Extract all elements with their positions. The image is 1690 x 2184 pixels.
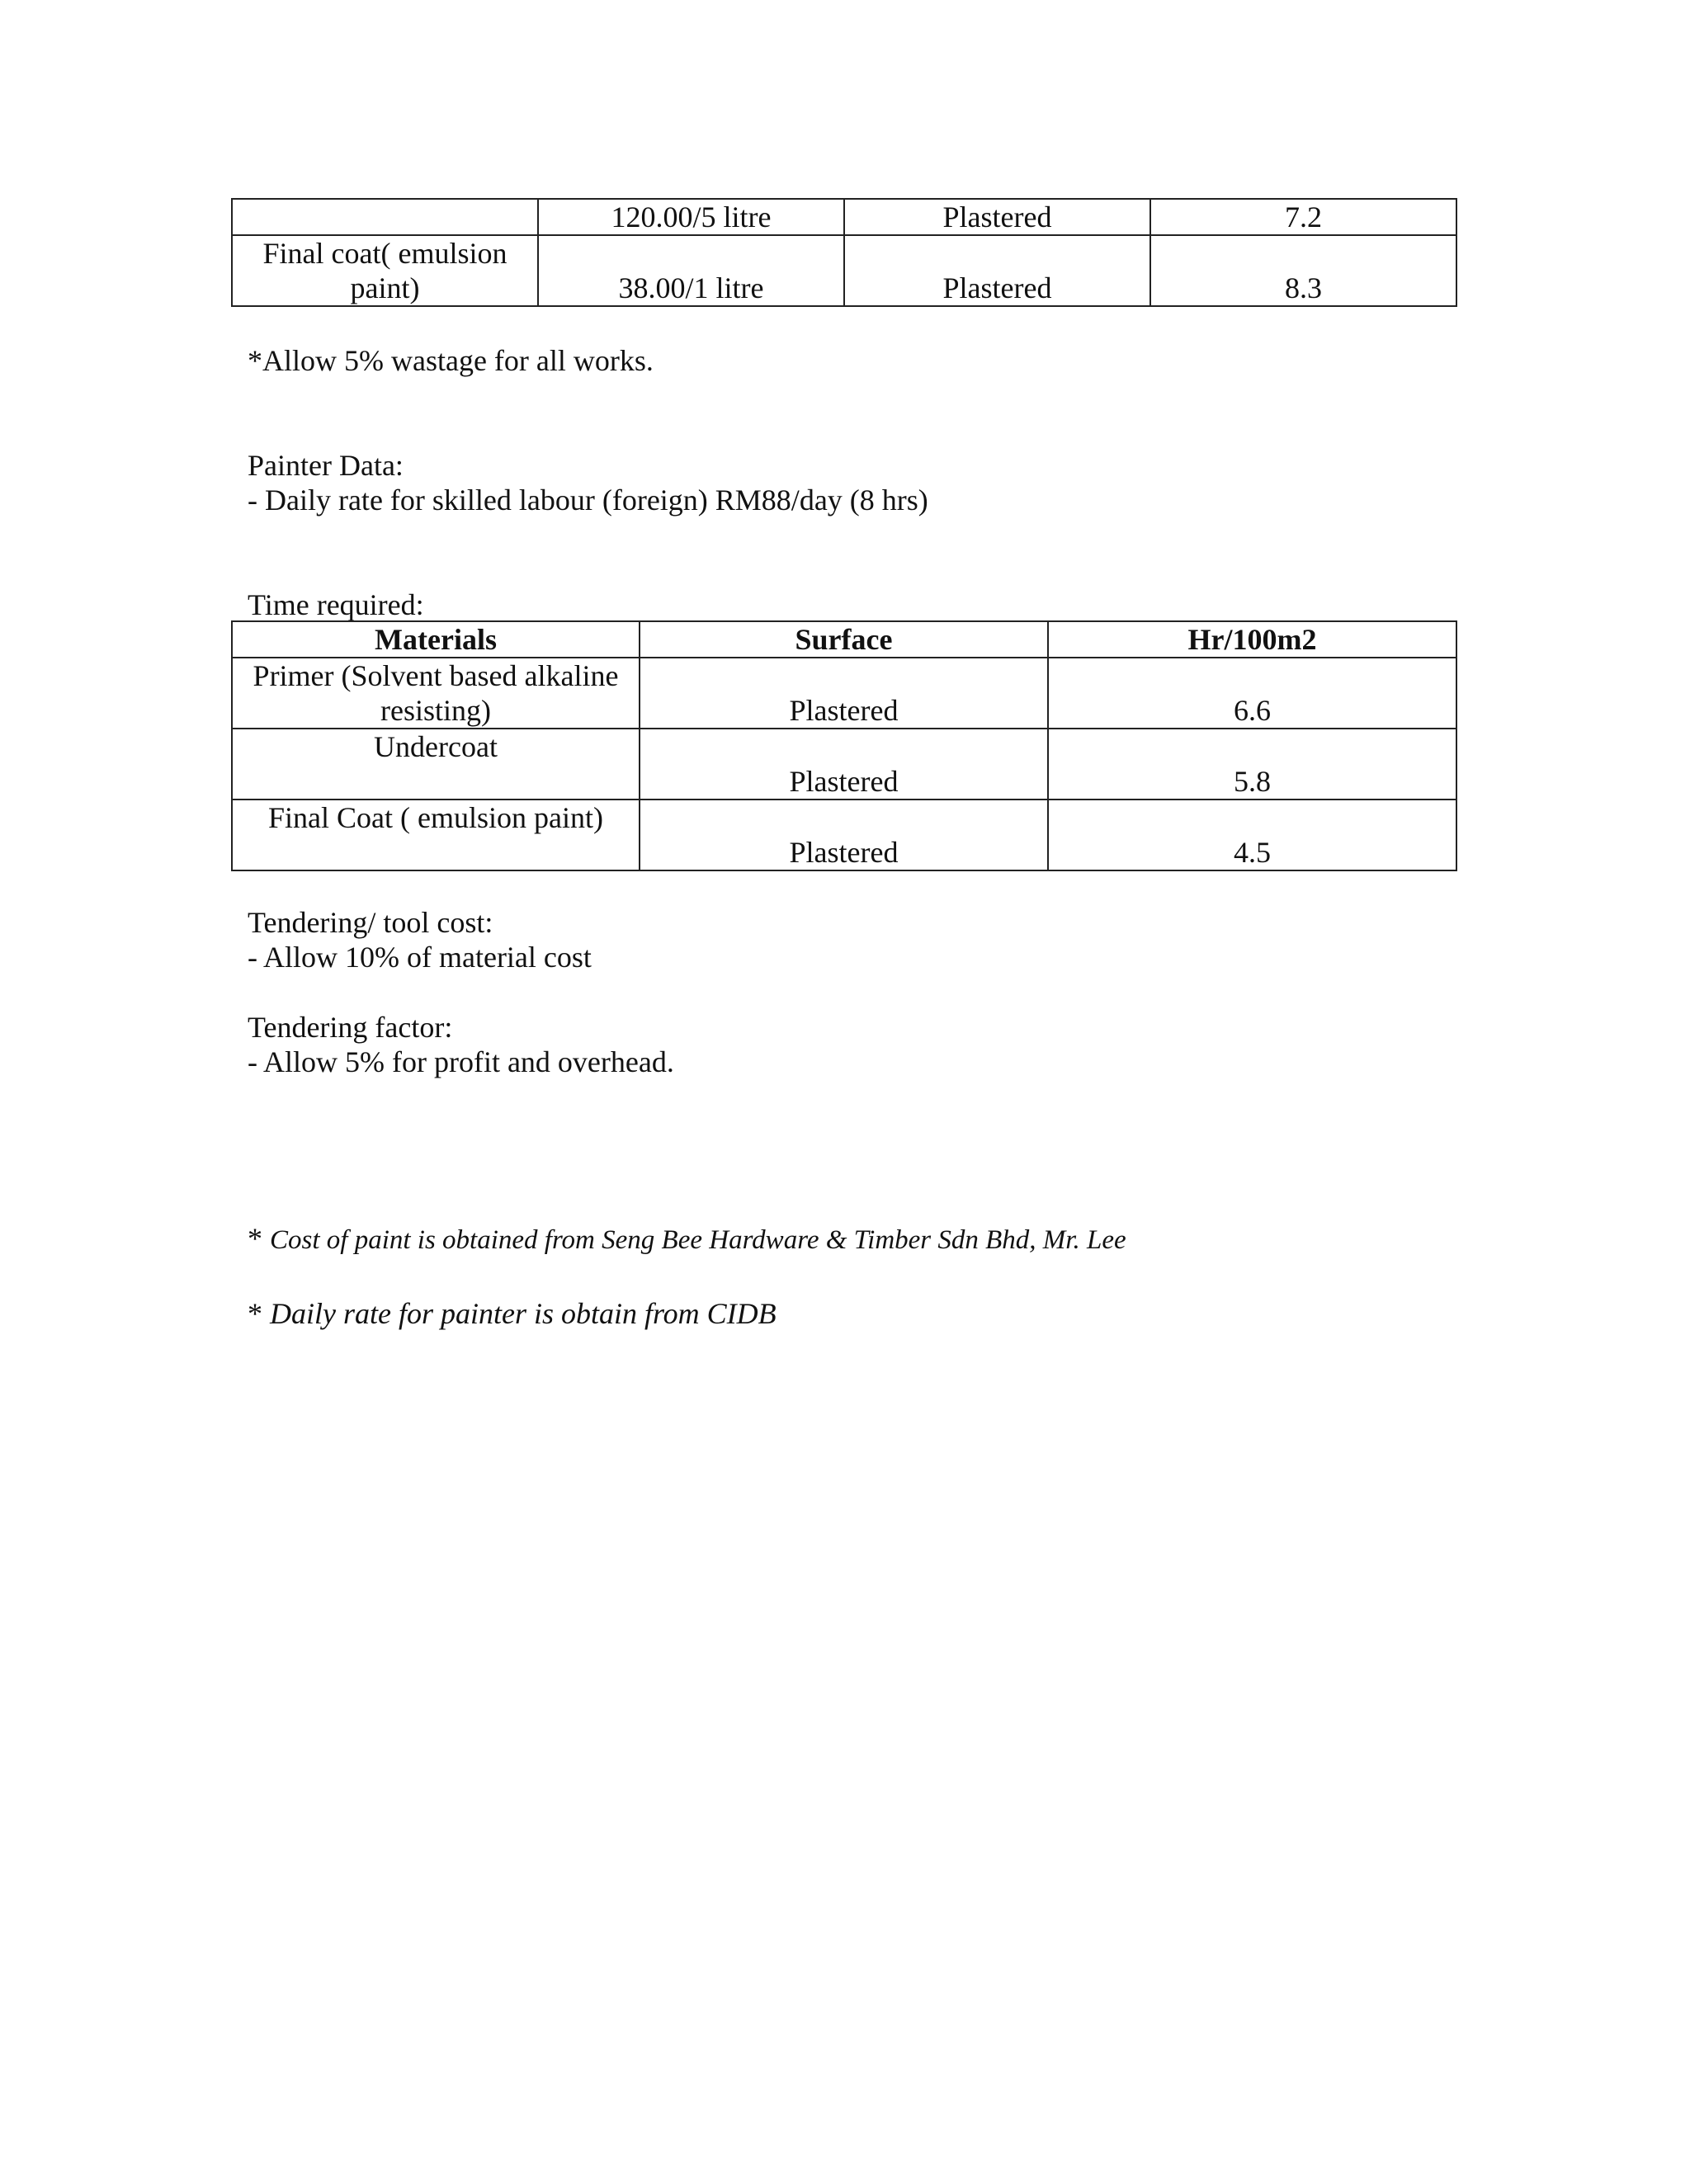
material-cell <box>232 199 538 235</box>
hours-cell: 6.6 <box>1048 658 1456 729</box>
paint-source-text: Cost of paint is obtained from Seng Bee Hardware & Timber Sdn Bhd, Mr. Lee <box>270 1225 1126 1255</box>
hours-cell: 5.8 <box>1048 729 1456 800</box>
material-cell: Final Coat ( emulsion paint) <box>232 800 640 870</box>
tool-cost-line: - Allow 10% of material cost <box>248 941 592 974</box>
wastage-note: *Allow 5% wastage for all works. <box>248 344 654 377</box>
hours-cell: 4.5 <box>1048 800 1456 870</box>
cost-cell: 38.00/1 litre <box>538 235 844 306</box>
material-cell: Primer (Solvent based alkaline resisting) <box>232 658 640 729</box>
surface-cell: Plastered <box>640 800 1048 870</box>
time-required-heading: Time required: <box>248 588 424 621</box>
time-required-table <box>231 620 1457 871</box>
surface-cell: Plastered <box>640 729 1048 800</box>
tendering-factor-heading: Tendering factor: <box>248 1011 453 1044</box>
table-row <box>232 199 1456 235</box>
table-header-row <box>232 621 1456 658</box>
painter-data-heading: Painter Data: <box>248 449 404 482</box>
paint-cost-table <box>231 198 1457 307</box>
paint-source-note <box>248 1221 1126 1257</box>
tendering-factor-line: - Allow 5% for profit and overhead. <box>248 1045 674 1078</box>
material-cell: Undercoat <box>232 729 640 800</box>
table-row <box>232 729 1456 800</box>
column-header-materials: Materials <box>232 621 640 658</box>
coverage-cell: 7.2 <box>1150 199 1456 235</box>
surface-cell: Plastered <box>844 235 1150 306</box>
material-cell: Final coat( emulsion paint) <box>232 235 538 306</box>
coverage-cell: 8.3 <box>1150 235 1456 306</box>
surface-cell: Plastered <box>640 658 1048 729</box>
column-header-hours: Hr/100m2 <box>1048 621 1456 658</box>
painter-source-note <box>248 1296 777 1331</box>
tool-cost-heading: Tendering/ tool cost: <box>248 906 493 939</box>
painter-source-text: Daily rate for painter is obtain from CIDB <box>270 1297 777 1330</box>
note-asterisk: * <box>248 1297 262 1330</box>
column-header-surface: Surface <box>640 621 1048 658</box>
painter-daily-rate: - Daily rate for skilled labour (foreign) RM88/day (8 hrs) <box>248 483 928 517</box>
surface-cell: Plastered <box>844 199 1150 235</box>
note-asterisk: * <box>248 1222 262 1255</box>
table-row <box>232 800 1456 870</box>
cost-cell: 120.00/5 litre <box>538 199 844 235</box>
table-row <box>232 658 1456 729</box>
table-row <box>232 235 1456 306</box>
